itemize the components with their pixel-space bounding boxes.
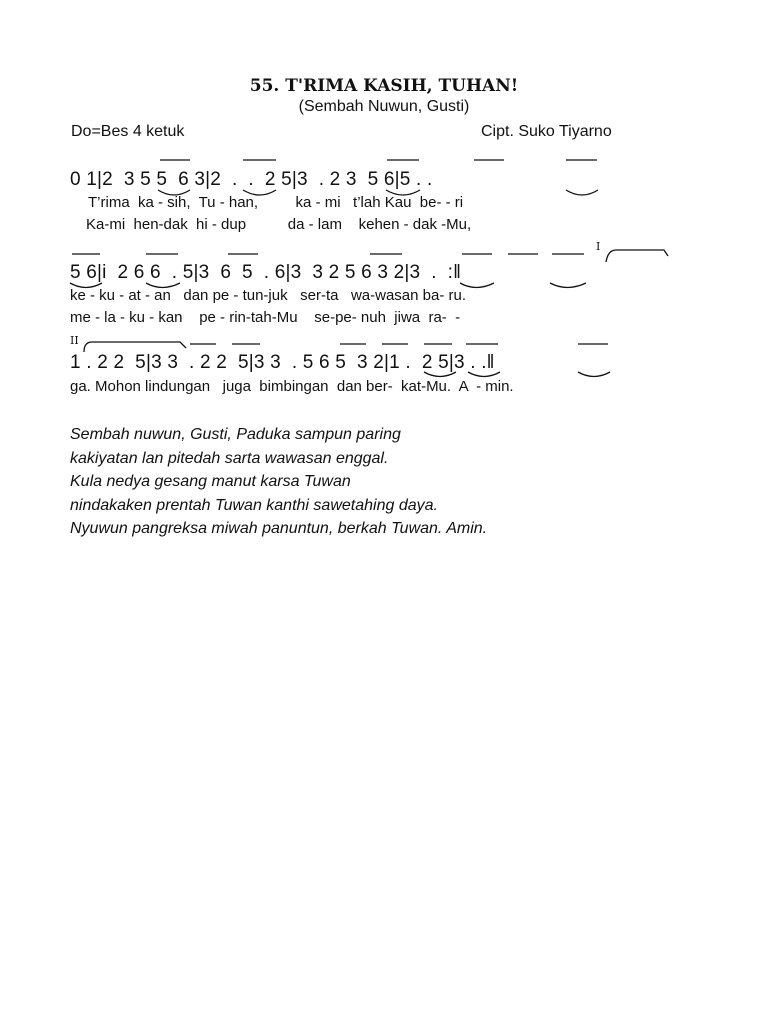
slur-mark	[460, 283, 494, 288]
verse-line-3: Kula nedya gesang manut karsa Tuwan	[70, 473, 351, 490]
slur-mark	[243, 190, 276, 195]
slur-mark	[566, 190, 598, 195]
slur-mark	[386, 190, 420, 195]
verse-line-5: Nyuwun pangreksa miwah panuntun, berkah Tuwan. Amin.	[70, 520, 488, 537]
notation-line-3: 1 . 2 2 5|3 3 . 2 2 5|3 3 . 5 6 5 3 2|1 . 2 5|3 . .‖	[70, 352, 495, 373]
lyrics-line-1-verse-1: T’rima ka - sih, Tu - han, ka - mi t’lah Kau be- - ri	[88, 194, 464, 211]
slur-mark	[550, 283, 586, 288]
key-signature: Do=Bes 4 ketuk	[71, 123, 185, 140]
lyrics-line-1-verse-2: Ka-mi hen-dak hi - dup da - lam kehen - dak -Mu,	[86, 216, 472, 233]
volta-2-bracket	[84, 342, 186, 352]
lyrics-line-2-verse-2: me - la - ku - kan pe - rin-tah-Mu se-pe- nuh jiwa ra- -	[70, 309, 461, 326]
lyrics-line-2-verse-1: ke - ku - at - an dan pe - tun-juk ser-ta wa-wasan ba- ru.	[70, 287, 466, 304]
verse-line-2: kakiyatan lan pitedah sarta wawasan enggal.	[70, 450, 389, 467]
slur-mark	[158, 190, 190, 195]
notation-line-1: 0 1|2 3 5 5 6 3|2 . . 2 5|3 . 2 3 5 6|5 . .	[70, 169, 433, 190]
slur-mark	[468, 372, 500, 377]
volta-1-label: I	[596, 240, 601, 253]
verse-line-4: nindakaken prentah Tuwan kanthi sawetahing daya.	[70, 497, 438, 514]
verse-line-1: Sembah nuwun, Gusti, Paduka sampun paring	[70, 426, 401, 443]
slur-mark	[578, 372, 610, 377]
volta-2-label: II	[70, 334, 79, 347]
song-subtitle: (Sembah Nuwun, Gusti)	[298, 98, 470, 115]
lyrics-line-3: ga. Mohon lindungan juga bimbingan dan ber- kat-Mu. A - min.	[70, 378, 514, 395]
slur-mark	[70, 283, 102, 288]
notation-line-2: 5 6|i 2 6 6 . 5|3 6 5 . 6|3 3 2 5 6 3 2|3 . :‖	[70, 262, 462, 283]
slur-mark	[146, 283, 180, 288]
composer-credit: Cipt. Suko Tiyarno	[481, 123, 612, 140]
song-title: 55. T'RIMA KASIH, TUHAN!	[249, 76, 519, 96]
volta-1-bracket	[606, 250, 668, 262]
slur-mark	[424, 372, 456, 377]
